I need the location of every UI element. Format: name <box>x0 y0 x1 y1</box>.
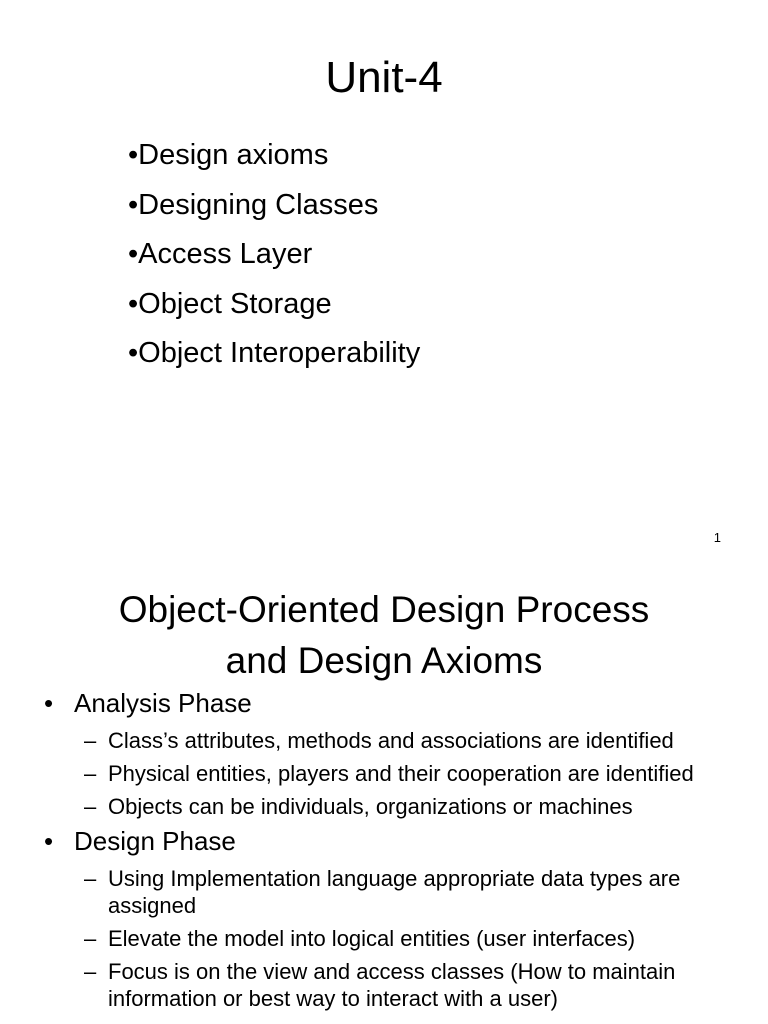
bullet-marker: • <box>44 688 54 718</box>
sub-item <box>44 793 734 820</box>
dash-marker: – <box>84 926 97 951</box>
topic-item: •Designing Classes <box>128 188 379 221</box>
slide-title-line-2: and Design Axioms <box>225 640 543 681</box>
slide-2 <box>0 560 768 1024</box>
dash-marker: – <box>84 761 97 786</box>
dash-marker: – <box>84 728 97 753</box>
sub-item <box>44 865 734 919</box>
sub-item <box>44 925 734 952</box>
bullet-marker: • <box>44 826 54 856</box>
sub-item <box>44 958 734 1012</box>
sub-item-text: Objects can be individuals, organizations or machines <box>108 794 633 819</box>
section-heading-text: Analysis Phase <box>74 688 252 718</box>
slide-body <box>44 688 734 1018</box>
topic-item: •Object Interoperability <box>128 337 421 370</box>
sub-item-text: Physical entities, players and their cooperation are identified <box>108 761 694 786</box>
topic-list <box>128 131 420 379</box>
sub-item-text: Elevate the model into logical entities (user interfaces) <box>108 926 636 951</box>
section-heading-text: Design Phase <box>74 826 236 856</box>
page-number: 1 <box>713 530 721 545</box>
slide-title: Unit-4 <box>325 53 443 102</box>
topic-item: •Object Storage <box>128 287 332 320</box>
sub-item-text: Using Implementation language appropriate data types are assigned <box>108 866 681 918</box>
sub-item-text: Class’s attributes, methods and associations are identified <box>108 728 674 753</box>
dash-marker: – <box>84 794 97 819</box>
topic-item: •Access Layer <box>128 238 313 271</box>
sub-item <box>44 760 734 787</box>
slide-title <box>0 584 768 686</box>
section-heading <box>44 826 734 856</box>
section-heading <box>44 688 734 718</box>
topic-item: •Design axioms <box>128 139 329 171</box>
sub-item-text: Focus is on the view and access classes (How to maintain information or best way to interact with a user) <box>108 959 676 1011</box>
slide-title-line-1: Object-Oriented Design Process <box>118 589 650 630</box>
dash-marker: – <box>84 866 97 891</box>
dash-marker: – <box>84 959 97 984</box>
sub-item <box>44 727 734 754</box>
